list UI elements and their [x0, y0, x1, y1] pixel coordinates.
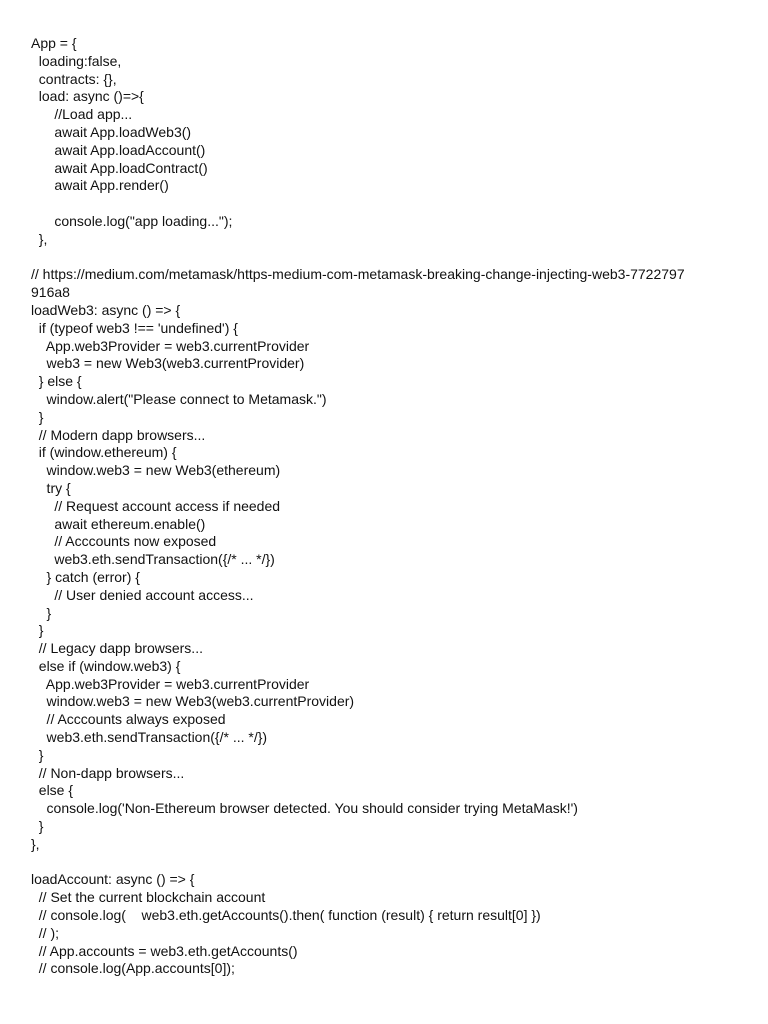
- code-line: if (window.ethereum) {: [31, 444, 177, 461]
- code-line: await App.loadAccount(): [31, 141, 206, 158]
- code-line: }: [31, 622, 44, 639]
- code-line: } else {: [31, 373, 82, 390]
- code-line: },: [31, 230, 48, 247]
- code-line: await ethereum.enable(): [31, 515, 206, 532]
- code-line: }: [31, 818, 44, 835]
- code-line: App.web3Provider = web3.currentProvider: [31, 675, 310, 692]
- code-line: // Acccounts always exposed: [31, 711, 226, 728]
- code-line: console.log('Non-Ethereum browser detected. You should consider trying MetaMask!'): [31, 800, 578, 817]
- code-line: // Non-dapp browsers...: [31, 764, 185, 781]
- code-line: load: async ()=>{: [31, 88, 144, 105]
- code-line: // User denied account access...: [31, 586, 254, 603]
- code-line: await App.loadWeb3(): [31, 123, 192, 140]
- code-line: loadAccount: async () => {: [31, 871, 195, 888]
- code-line: else if (window.web3) {: [31, 657, 181, 674]
- code-line: },: [31, 835, 40, 852]
- code-line: }: [31, 604, 52, 621]
- code-line: try {: [31, 479, 71, 496]
- code-line: // console.log(App.accounts[0]);: [31, 960, 235, 977]
- code-line: await App.render(): [31, 177, 169, 194]
- code-line: // https://medium.com/metamask/https-medium-com-metamask-breaking-change-injecting-web3-7722797: [31, 266, 685, 283]
- code-line: // );: [31, 924, 59, 941]
- code-line: }: [31, 408, 44, 425]
- code-line: web3 = new Web3(web3.currentProvider): [31, 355, 305, 372]
- code-line: loading:false,: [31, 52, 122, 69]
- code-line: window.alert("Please connect to Metamask."): [31, 390, 327, 407]
- code-line: // Modern dapp browsers...: [31, 426, 206, 443]
- code-line: [31, 854, 751, 872]
- code-line: window.web3 = new Web3(web3.currentProvider): [31, 693, 355, 710]
- code-line: web3.eth.sendTransaction({/* ... */}): [31, 729, 268, 746]
- code-line: // Acccounts now exposed: [31, 533, 217, 550]
- code-line: console.log("app loading...");: [31, 212, 233, 229]
- code-line: await App.loadContract(): [31, 159, 208, 176]
- code-line: web3.eth.sendTransaction({/* ... */}): [31, 551, 275, 568]
- code-line: // App.accounts = web3.eth.getAccounts(): [31, 942, 298, 959]
- code-line: if (typeof web3 !== 'undefined') {: [31, 319, 238, 336]
- code-line: //Load app...: [31, 106, 133, 123]
- code-line: window.web3 = new Web3(ethereum): [31, 462, 281, 479]
- code-line: 916a8: [31, 284, 70, 301]
- code-text-block: [31, 35, 751, 978]
- code-line: contracts: {},: [31, 70, 117, 87]
- code-line: loadWeb3: async () => {: [31, 301, 181, 318]
- code-line: } catch (error) {: [31, 568, 140, 585]
- code-line: // Request account access if needed: [31, 497, 281, 514]
- code-line: else {: [31, 782, 74, 799]
- code-line: [31, 249, 751, 267]
- code-line: // console.log( web3.eth.getAccounts().then( function (result) { return result[0] }): [31, 907, 541, 924]
- code-line: [31, 195, 751, 213]
- code-line: // Legacy dapp browsers...: [31, 640, 203, 657]
- code-line: // Set the current blockchain account: [31, 889, 266, 906]
- code-line: App.web3Provider = web3.currentProvider: [31, 337, 310, 354]
- code-line: }: [31, 746, 44, 763]
- code-line: App = {: [31, 35, 77, 51]
